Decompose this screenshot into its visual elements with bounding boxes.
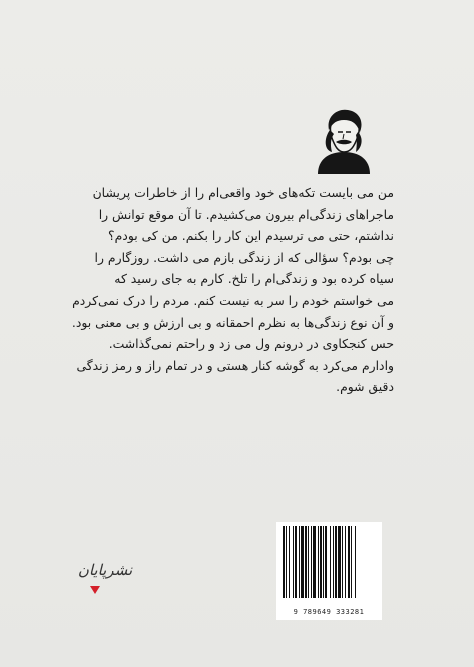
blurb-line: حس کنجکاوی در درونم ول می زد و راحتم نمی‌گذاشت. bbox=[108, 336, 394, 352]
barcode-bars bbox=[280, 526, 378, 602]
blurb-text bbox=[71, 182, 394, 398]
publisher-logo: نشرپایان bbox=[77, 561, 133, 579]
blurb-line: نداشتم، حتی می ترسیدم این کار را بکنم. من کی بودم؟ bbox=[108, 228, 394, 244]
blurb-line: دقیق شوم. bbox=[336, 379, 394, 395]
isbn-number: 9 789649 333281 bbox=[293, 608, 365, 616]
blurb-line: و آن نوع زندگی‌ها به نظرم احمقانه و بی ارزش و بی معنی بود. bbox=[71, 314, 394, 330]
blurb-line: من می بایست تکه‌های خود واقعی‌ام را از خاطرات پریشان bbox=[92, 185, 394, 200]
isbn-barcode bbox=[276, 522, 382, 620]
blurb-line: سیاه کرده بود و زندگی‌ام را تلخ. کارم به جای رسید که bbox=[114, 271, 394, 287]
author-portrait-icon bbox=[310, 108, 378, 174]
publisher-triangle-icon bbox=[90, 586, 100, 594]
blurb-line: می خواستم خودم را سر به نیست کنم. مردم را درک نمی‌کردم bbox=[72, 292, 394, 308]
blurb-line: چی بودم؟ سؤالی که از زندگی بازم می داشت. روزگارم را bbox=[94, 249, 394, 265]
blurb-line: وادارم می‌کرد به گوشه کنار هستی و در تمام راز و رمز زندگی bbox=[76, 357, 394, 373]
blurb-line: ماجراهای زندگی‌ام بیرون می‌کشیدم. تا آن موقع توانش را bbox=[98, 206, 394, 222]
